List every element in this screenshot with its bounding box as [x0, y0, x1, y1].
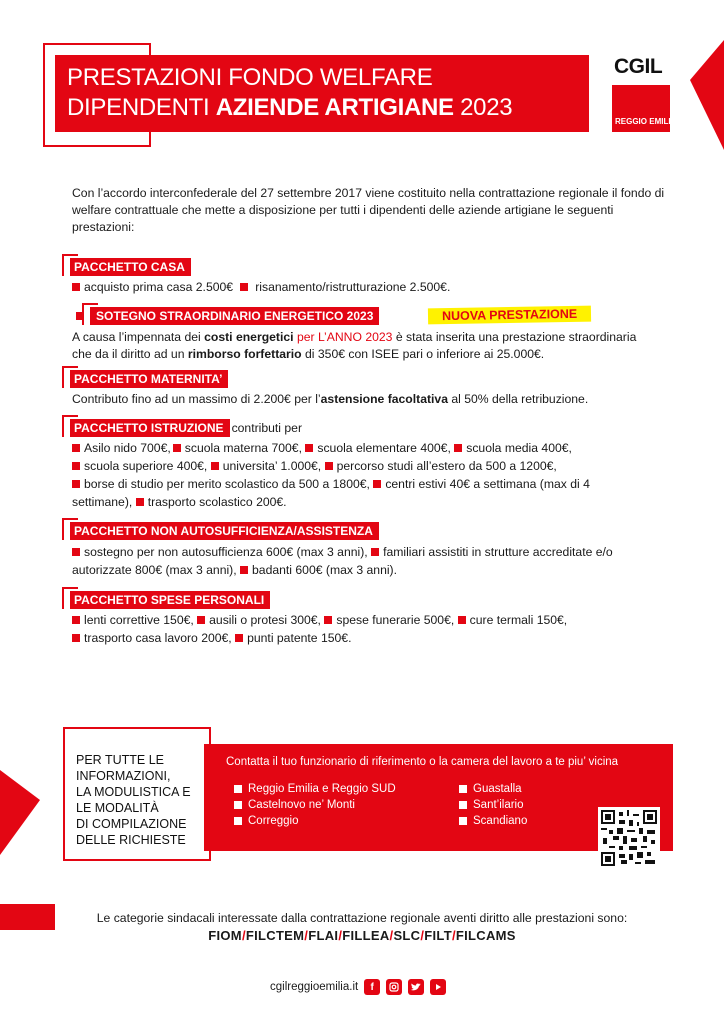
section-casa-header: PACCHETTO CASA [70, 258, 191, 276]
instagram-icon[interactable] [386, 979, 402, 995]
section-assistenza-header: PACCHETTO NON AUTOSUFFICIENZA/ASSISTENZA [70, 522, 379, 540]
office-item: Guastalla [459, 781, 527, 797]
website-link[interactable]: cgilreggioemilia.it [270, 981, 359, 993]
section-energetico-header: SOTEGNO STRAORDINARIO ENERGETICO 2023 [76, 307, 379, 325]
cgil-logo: CGIL REGGIO EMILIA [612, 55, 670, 132]
istruzione-line-3: borse di studio per merito scolastico da 500 a 1800€, centri estivi 40€ a settimana (max di 4 [72, 476, 590, 493]
title-line-1: PRESTAZIONI FONDO WELFARE [67, 64, 433, 91]
info-heading: PER TUTTE LE INFORMAZIONI, LA MODULISTICA E LE MODALITÀ DI COMPILAZIONE DELLE RICHIESTE [76, 753, 191, 847]
bullet-icon [72, 283, 80, 291]
section-istruzione-header: PACCHETTO ISTRUZIONE contributi per [70, 419, 302, 437]
section-personali-header: PACCHETTO SPESE PERSONALI [70, 591, 270, 609]
istruzione-line-2: scuola superiore 400€, universita’ 1.000€, percorso studi all’estero da 500 a 1200€, [72, 458, 557, 475]
facebook-icon[interactable]: f [364, 979, 380, 995]
intro-paragraph: Con l’accordo interconfederale del 27 settembre 2017 viene costituito nella contrattazione regionale il fondo di welfare contrattuale che mette a disposizione per tutti i dipendenti delle aziende artigiane le seguenti prestazioni: [72, 186, 665, 234]
office-item: Sant’ilario [459, 797, 527, 813]
title-line-2: DIPENDENTI AZIENDE ARTIGIANE 2023 [67, 94, 513, 121]
maternita-text: Contributo fino ad un massimo di 2.200€ per l’astensione facoltativa al 50% della retribuzione. [72, 392, 589, 406]
twitter-icon[interactable] [408, 979, 424, 995]
categories-text: Le categorie sindacali interessate dalla contrattazione regionale aventi diritto alle prestazioni sono: [96, 911, 628, 925]
decorative-triangle [0, 770, 40, 855]
bullet-icon [240, 283, 248, 291]
footer-bar [270, 979, 446, 995]
office-item: Reggio Emilia e Reggio SUD [234, 781, 396, 797]
youtube-icon[interactable] [430, 979, 446, 995]
personali-line-1: lenti correttive 150€, ausili o protesi 300€, spese funerarie 500€, cure termali 150€, [72, 612, 567, 629]
offices-right [459, 781, 527, 829]
casa-benefits: acquisto prima casa 2.500€ risanamento/ristrutturazione 2.500€. [72, 279, 450, 296]
offices-left [234, 781, 396, 829]
new-benefit-badge: NUOVA PRESTAZIONE [428, 306, 591, 325]
istruzione-line-4: settimane), trasporto scolastico 200€. [72, 495, 287, 509]
contact-title: Contatta il tuo funzionario di riferimento o la camera del lavoro a te piu’ vicina [226, 756, 619, 768]
office-item: Correggio [234, 813, 396, 829]
decorative-corner-shape [690, 40, 724, 150]
assistenza-line-1: sostegno per non autosufficienza 600€ (max 3 anni), familiari assistiti in strutture accreditate e/o [72, 544, 613, 561]
office-item: Scandiano [459, 813, 527, 829]
assistenza-line-2: autorizzate 800€ (max 3 anni), badanti 600€ (max 3 anni). [72, 563, 398, 577]
energetico-text: A causa l’impennata dei costi energetici per L’ANNO 2023 è stata inserita una prestazione straordinaria che da il diritto ad un rimborso forfettario di 350€ con ISEE pari o inferiore ai 25.000€. [72, 330, 637, 361]
istruzione-line-1: Asilo nido 700€, scuola materna 700€, scuola elementare 400€, scuola media 400€, [72, 440, 572, 457]
union-list: FIOM/FILCTEM/FLAI/FILLEA/SLC/FILT/FILCAMS [208, 928, 516, 943]
section-maternita-header: PACCHETTO MATERNITA’ [70, 370, 228, 388]
page-title [55, 55, 589, 132]
qr-code[interactable] [598, 807, 660, 869]
office-item: Castelnovo ne’ Monti [234, 797, 396, 813]
personali-line-2: trasporto casa lavoro 200€, punti patente 150€. [72, 630, 351, 647]
